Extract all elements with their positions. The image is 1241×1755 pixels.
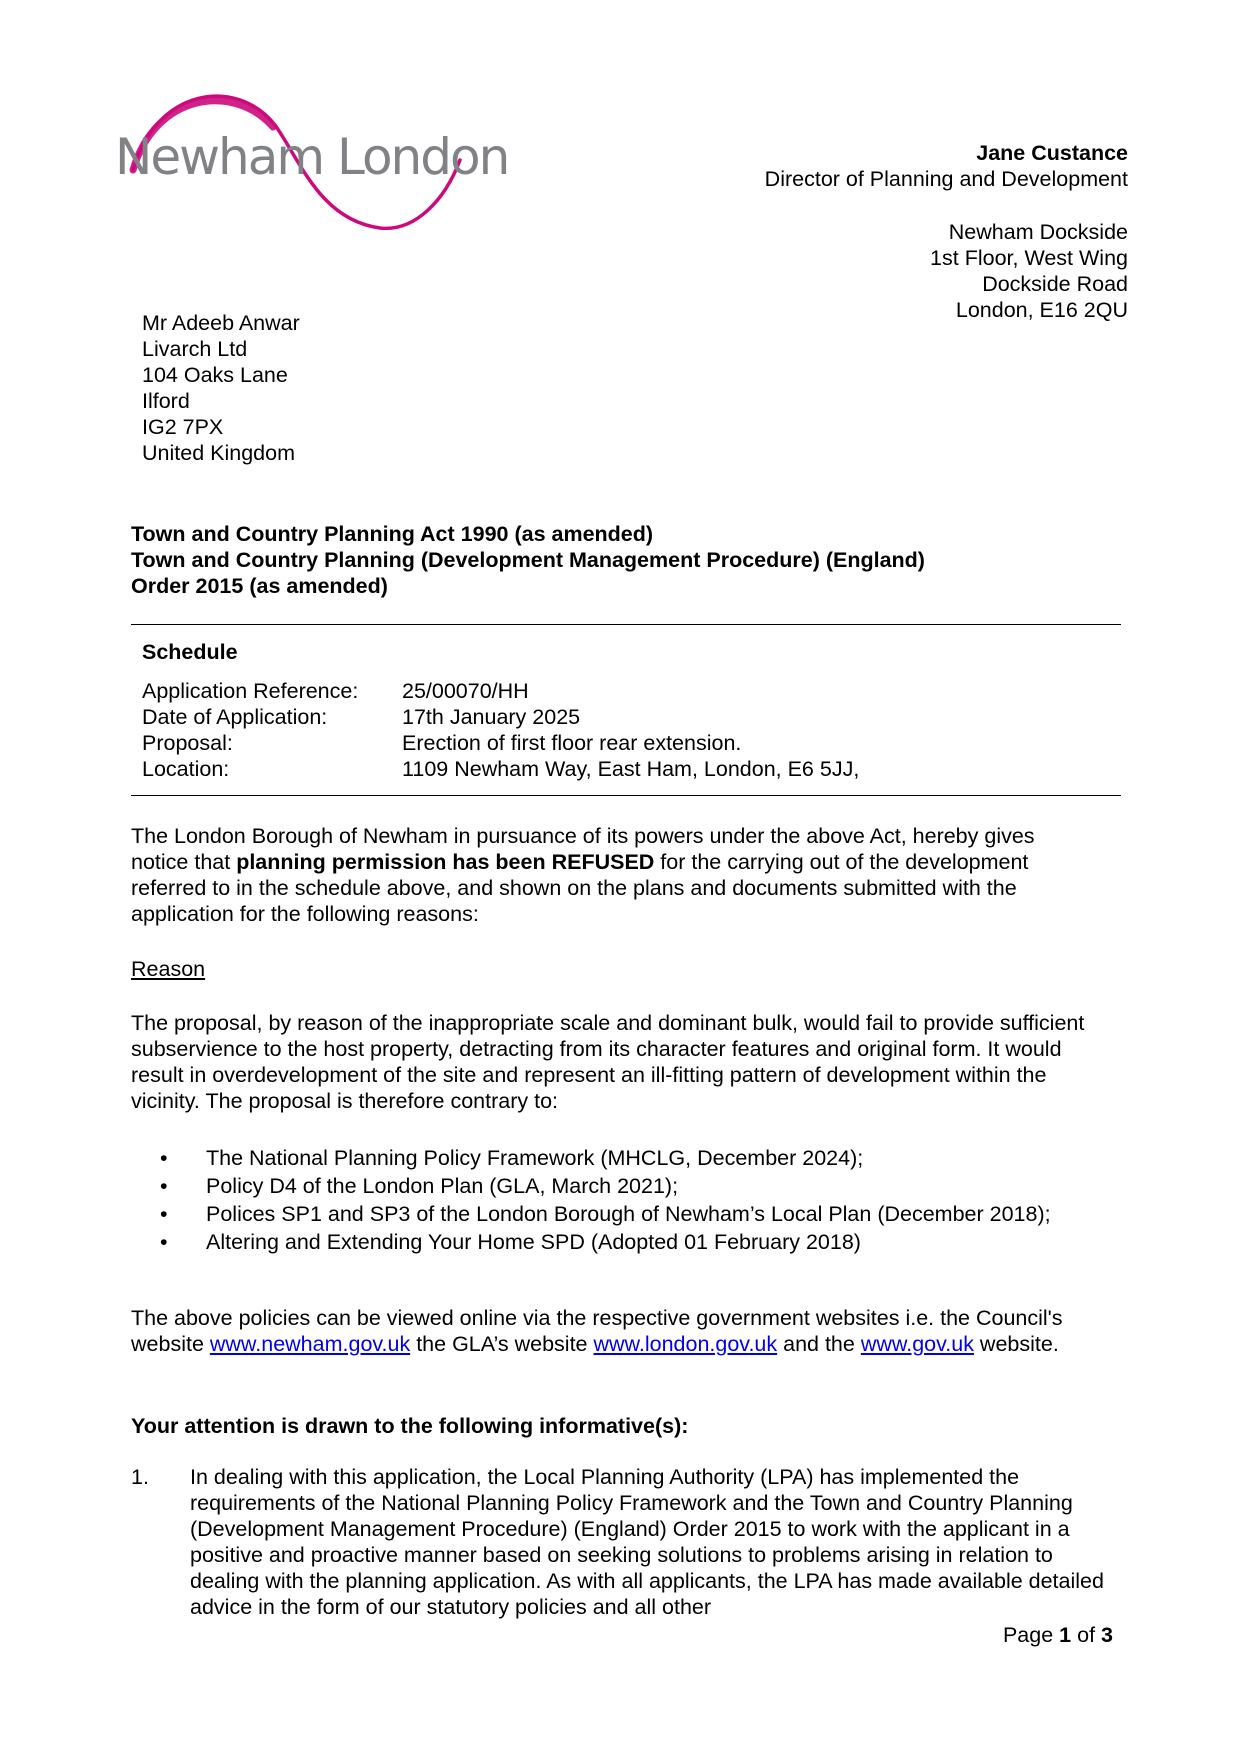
reason-text: The proposal, by reason of the inappropriate scale and dominant bulk, would fail to provide sufficient subservience to the host property, detracting from its character features and original form. It would result in overdevelopment of the site and represent an ill-fitting pattern of development within the vicinity. The proposal is therefore contrary to:	[131, 1011, 1085, 1113]
newham-london-logo	[115, 80, 509, 240]
policies-text-part: The above policies can be viewed online via the respective government websites i.e. the Council's website	[131, 1306, 1063, 1356]
divider	[131, 624, 1121, 625]
policy-item: Policy D4 of the London Plan (GLA, March 2021);	[206, 1174, 679, 1198]
schedule-row	[142, 704, 1102, 730]
schedule-section	[142, 639, 1102, 782]
schedule-row	[142, 678, 1102, 704]
sender-address-line: Newham Dockside	[948, 220, 1128, 244]
reason-heading: Reason	[131, 957, 206, 981]
legislation-heading	[131, 521, 1111, 599]
sender-name: Jane Custance	[976, 141, 1128, 165]
schedule-value: Erection of first floor rear extension.	[402, 731, 742, 755]
informative-text: In dealing with this application, the Local Planning Authority (LPA) has implemented the requirements of the National Planning Policy Framework and the Town and Country Planning (Development Management Procedure) (England) Order 2015 to work with the applicant in a positive and proactive manner based on seeking solutions to problems arising in relation to dealing with the planning application. As with all applicants, the LPA has made available detailed advice in the form of our statutory policies and all other	[190, 1465, 1104, 1619]
schedule-value: 17th January 2025	[402, 705, 581, 729]
policies-text	[131, 1305, 1091, 1357]
schedule-label: Application Reference:	[142, 679, 359, 703]
recipient-line: Livarch Ltd	[142, 337, 248, 361]
bullet-icon: •	[160, 1146, 168, 1170]
list-item	[160, 1145, 1120, 1173]
notice-text: for the carrying out of the development referred to in the schedule above, and shown on the plans and documents submitted with the application for the following reasons:	[131, 850, 1029, 926]
reason-text-block	[131, 1010, 1091, 1114]
legislation-line: Town and Country Planning Act 1990 (as amended)	[131, 522, 654, 546]
bullet-icon: •	[160, 1230, 168, 1254]
recipient-line: United Kingdom	[142, 441, 295, 465]
refusal-notice	[131, 823, 1091, 927]
policy-item: Polices SP1 and SP3 of the London Borough of Newham’s Local Plan (December 2018);	[206, 1202, 1051, 1226]
informatives-heading: Your attention is drawn to the following informative(s):	[131, 1414, 689, 1438]
reason-heading-block	[131, 956, 1091, 982]
schedule-label: Proposal:	[142, 731, 233, 755]
sender-address	[608, 219, 1128, 323]
divider	[131, 795, 1121, 796]
page-label: Page	[1002, 1623, 1054, 1647]
of-label: of	[1077, 1623, 1096, 1647]
schedule-value: 1109 Newham Way, East Ham, London, E6 5JJ,	[402, 757, 860, 781]
sender-block	[608, 140, 1128, 323]
london-website-link[interactable]: www.london.gov.uk	[593, 1332, 778, 1356]
current-page: 1	[1059, 1623, 1072, 1647]
informatives-section	[131, 1413, 1111, 1620]
list-item	[160, 1173, 1120, 1201]
list-item	[160, 1229, 1120, 1257]
schedule-value: 25/00070/HH	[402, 679, 529, 703]
recipient-line: 104 Oaks Lane	[142, 363, 288, 387]
recipient-address	[142, 310, 642, 466]
policies-text-part: website.	[973, 1332, 1059, 1356]
page-number	[1003, 1622, 1113, 1648]
newham-website-link[interactable]: www.newham.gov.uk	[209, 1332, 411, 1356]
notice-text: The London Borough of Newham in pursuance of its powers under the above Act, hereby gives notice that	[131, 824, 1035, 874]
policies-paragraph	[131, 1305, 1091, 1357]
bullet-icon: •	[160, 1202, 168, 1226]
schedule-row	[142, 756, 1102, 782]
refusal-notice-text	[131, 823, 1091, 927]
schedule-title: Schedule	[142, 640, 238, 664]
informative-number: 1.	[131, 1465, 149, 1489]
schedule-label: Location:	[142, 757, 230, 781]
gov-website-link[interactable]: www.gov.uk	[860, 1332, 974, 1356]
policy-item: Altering and Extending Your Home SPD (Adopted 01 February 2018)	[206, 1230, 861, 1254]
policy-item: The National Planning Policy Framework (MHCLG, December 2024);	[206, 1146, 864, 1170]
legislation-line: Town and Country Planning (Development Management Procedure) (England)	[131, 548, 925, 572]
sender-address-line: London, E16 2QU	[955, 298, 1128, 322]
policies-text-part: and the	[777, 1332, 861, 1356]
logo-text: Newham London	[115, 128, 509, 186]
schedule-label: Date of Application:	[142, 705, 328, 729]
bullet-icon: •	[160, 1174, 168, 1198]
sender-address-line: Dockside Road	[982, 272, 1128, 296]
schedule-row	[142, 730, 1102, 756]
sender-title: Director of Planning and Development	[764, 167, 1128, 191]
recipient-line: Ilford	[142, 389, 190, 413]
sender-address-line: 1st Floor, West Wing	[930, 246, 1128, 270]
total-pages: 3	[1101, 1623, 1113, 1647]
legislation-line: Order 2015 (as amended)	[131, 574, 388, 598]
refusal-decision: planning permission has been REFUSED	[236, 850, 655, 874]
policy-list	[160, 1145, 1120, 1257]
informative-item	[131, 1464, 1111, 1620]
recipient-line: Mr Adeeb Anwar	[142, 311, 300, 335]
policies-text-part: the GLA’s website	[410, 1332, 594, 1356]
list-item	[160, 1201, 1120, 1229]
recipient-line: IG2 7PX	[142, 415, 224, 439]
